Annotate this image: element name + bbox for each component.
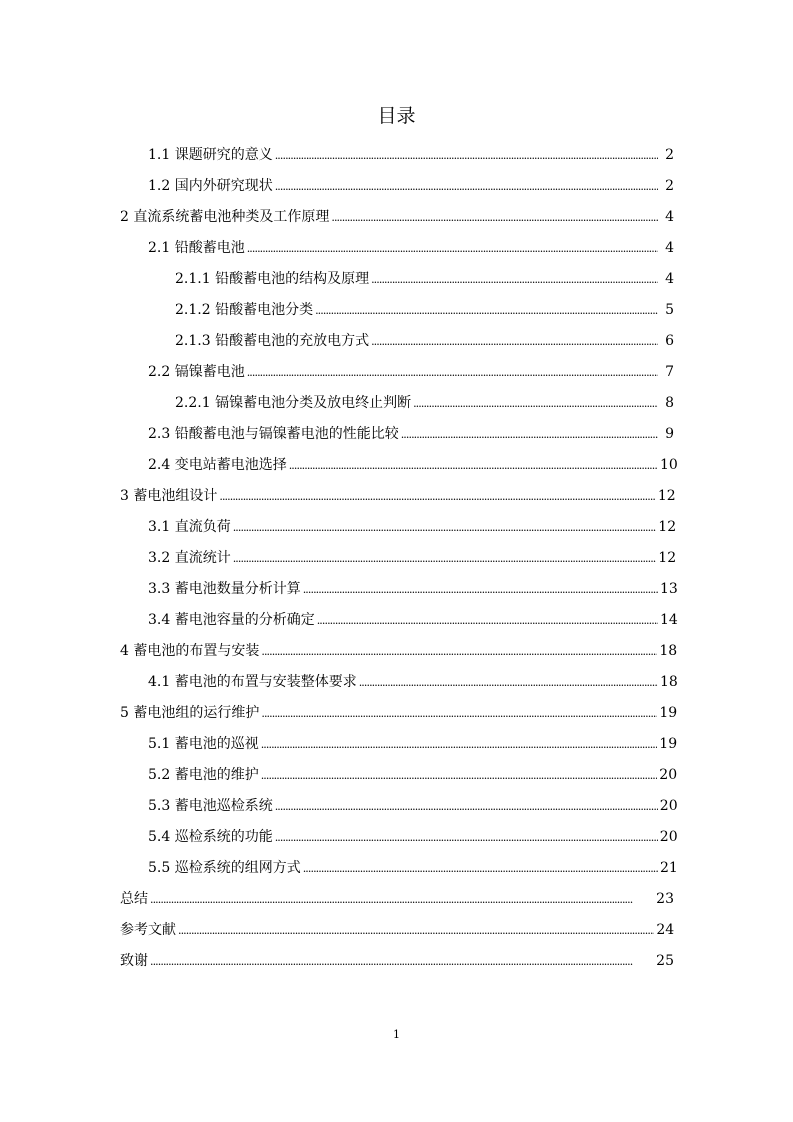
dot-leader <box>275 822 658 853</box>
toc-entry-page: 9 <box>665 426 674 442</box>
page-number: 1 <box>393 1028 400 1041</box>
dot-leader <box>233 543 657 574</box>
toc-entry-label: 直流统计 <box>174 550 231 566</box>
toc-entry-page: 10 <box>660 457 678 473</box>
toc-entry-label: 直流系统蓄电池种类及工作原理 <box>133 209 330 225</box>
toc-entry[interactable] <box>120 791 678 822</box>
toc-entry-number: 2.2.1 <box>175 395 216 411</box>
toc-entry-number: 2.1 <box>148 240 175 256</box>
toc-entry-number: 2 <box>120 209 134 225</box>
toc-entry[interactable] <box>120 946 674 977</box>
toc-entry[interactable] <box>120 450 678 481</box>
dot-leader <box>247 357 658 388</box>
toc-entry-page: 14 <box>660 612 678 628</box>
toc-entry-page: 4 <box>665 240 674 256</box>
toc-entry-page: 6 <box>665 333 674 349</box>
toc-entry-page: 5 <box>665 302 674 318</box>
dot-leader <box>275 791 658 822</box>
toc-entry-label: 蓄电池的布置与安装 <box>133 643 260 659</box>
toc-entry-label: 铅酸蓄电池的结构及原理 <box>215 271 370 287</box>
toc-entry-page: 21 <box>660 860 678 876</box>
toc-entry-label: 巡检系统的功能 <box>174 829 273 845</box>
toc-entry-label: 蓄电池的巡视 <box>174 736 259 752</box>
toc-entry-number: 5.1 <box>148 736 175 752</box>
toc-entry-label: 课题研究的意义 <box>174 147 273 163</box>
dot-leader <box>289 450 658 481</box>
toc-entry-number: 3.3 <box>148 581 175 597</box>
dot-leader <box>371 326 658 357</box>
toc-entry-label: 国内外研究现状 <box>174 178 273 194</box>
toc-entry-number: 3.4 <box>148 612 175 628</box>
dot-leader <box>178 915 654 946</box>
toc-entry[interactable] <box>120 698 678 729</box>
toc-entry[interactable] <box>120 140 674 171</box>
toc-entry-number: 3 <box>120 488 134 504</box>
toc-entry-page: 12 <box>658 519 677 535</box>
toc-entry-number: 3.2 <box>148 550 175 566</box>
toc-entry-page: 25 <box>656 953 674 969</box>
toc-entry-number: 5.2 <box>148 767 175 783</box>
dot-leader <box>359 667 658 698</box>
toc-entry-number: 2.4 <box>148 457 175 473</box>
toc-entry-number: 3.1 <box>148 519 175 535</box>
toc-entry[interactable] <box>120 357 674 388</box>
toc-entry-page: 20 <box>659 829 678 845</box>
toc-entry[interactable] <box>120 295 674 326</box>
toc-entry-number: 5.5 <box>148 860 175 876</box>
toc-entry-number: 2.1.1 <box>175 271 216 287</box>
toc-entry-label: 蓄电池组的运行维护 <box>133 705 260 721</box>
toc-entry-label: 蓄电池容量的分析确定 <box>174 612 315 628</box>
dot-leader <box>247 233 658 264</box>
toc-entry[interactable] <box>120 233 674 264</box>
toc-entry-number: 4 <box>120 643 134 659</box>
dot-leader <box>233 512 657 543</box>
dot-leader <box>261 760 658 791</box>
toc-entry-page: 2 <box>665 147 674 163</box>
toc-entry[interactable] <box>120 760 678 791</box>
toc-entry[interactable] <box>120 667 678 698</box>
toc-entry[interactable] <box>120 543 677 574</box>
dot-leader <box>261 698 657 729</box>
toc-entry[interactable] <box>120 481 674 512</box>
toc-entry-page: 18 <box>660 674 678 690</box>
toc-entry[interactable] <box>120 636 678 667</box>
toc-entry-page: 18 <box>659 643 678 659</box>
toc-entry-number: 5.4 <box>148 829 175 845</box>
toc-entry[interactable] <box>120 574 678 605</box>
dot-leader <box>317 605 658 636</box>
toc-entry-page: 19 <box>659 736 678 752</box>
dot-leader <box>150 884 654 915</box>
toc-entry-page: 4 <box>665 271 674 287</box>
toc-entry-number: 2.2 <box>148 364 175 380</box>
toc-entry-page: 24 <box>656 922 675 938</box>
toc-entry[interactable] <box>120 822 678 853</box>
toc-entry[interactable] <box>120 202 674 233</box>
toc-title: 目录 <box>377 105 416 127</box>
toc-entry[interactable] <box>120 915 674 946</box>
toc-entry-label: 蓄电池的维护 <box>174 767 259 783</box>
toc-entry-label: 蓄电池巡检系统 <box>174 798 273 814</box>
toc-entry[interactable] <box>120 264 674 295</box>
toc-entry-page: 8 <box>665 395 674 411</box>
toc-entry-page: 20 <box>659 798 678 814</box>
toc-entry-number: 2.3 <box>148 426 175 442</box>
toc-entry-page: 13 <box>660 581 678 597</box>
toc-entry-label: 致谢 <box>120 953 148 969</box>
dot-leader <box>401 419 658 450</box>
toc-entry-page: 19 <box>659 705 678 721</box>
toc-entry-label: 镉镍蓄电池 <box>174 364 245 380</box>
toc-entry-number: 4.1 <box>148 674 175 690</box>
toc-entry-number: 5 <box>120 705 134 721</box>
toc-entry-number: 1.1 <box>148 147 175 163</box>
toc-entry-label: 巡检系统的组网方式 <box>174 860 301 876</box>
toc-entry[interactable] <box>120 729 678 760</box>
toc-entry-label: 直流负荷 <box>174 519 231 535</box>
table-of-contents <box>120 140 678 977</box>
toc-entry-page: 2 <box>665 178 674 194</box>
dot-leader <box>275 171 658 202</box>
toc-entry-label: 蓄电池数量分析计算 <box>174 581 301 597</box>
toc-entry-page: 20 <box>659 767 678 783</box>
toc-entry[interactable] <box>120 853 678 884</box>
toc-entry-number: 2.1.3 <box>175 333 216 349</box>
toc-entry-number: 2.1.2 <box>175 302 216 318</box>
toc-entry-page: 12 <box>658 550 677 566</box>
toc-entry-page: 7 <box>665 364 674 380</box>
toc-entry[interactable] <box>120 605 678 636</box>
toc-entry-number: 5.3 <box>148 798 175 814</box>
dot-leader <box>413 388 658 419</box>
toc-entry-page: 12 <box>657 488 676 504</box>
toc-entry-label: 变电站蓄电池选择 <box>174 457 287 473</box>
toc-entry[interactable] <box>120 388 674 419</box>
dot-leader <box>303 853 658 884</box>
dot-leader <box>261 636 657 667</box>
toc-entry[interactable] <box>120 326 674 357</box>
toc-entry[interactable] <box>120 419 674 450</box>
toc-entry-label: 参考文献 <box>120 922 176 938</box>
dot-leader <box>261 729 658 760</box>
toc-entry-page: 23 <box>656 891 674 907</box>
toc-entry-number: 1.2 <box>148 178 175 194</box>
toc-entry-page: 4 <box>665 209 674 225</box>
toc-entry[interactable] <box>120 171 674 202</box>
toc-entry-label: 蓄电池组设计 <box>133 488 218 504</box>
dot-leader <box>315 295 658 326</box>
toc-entry-label: 镉镍蓄电池分类及放电终止判断 <box>215 395 412 411</box>
toc-entry[interactable] <box>120 884 674 915</box>
dot-leader <box>219 481 655 512</box>
toc-entry-label: 蓄电池的布置与安装整体要求 <box>174 674 357 690</box>
dot-leader <box>275 140 658 171</box>
dot-leader <box>150 946 654 977</box>
toc-entry-label: 铅酸蓄电池的充放电方式 <box>215 333 370 349</box>
toc-entry[interactable] <box>120 512 677 543</box>
dot-leader <box>331 202 658 233</box>
toc-entry-label: 铅酸蓄电池分类 <box>215 302 314 318</box>
dot-leader <box>303 574 658 605</box>
toc-entry-label: 铅酸蓄电池 <box>174 240 245 256</box>
toc-entry-label: 铅酸蓄电池与镉镍蓄电池的性能比较 <box>174 426 399 442</box>
toc-entry-label: 总结 <box>120 891 148 907</box>
dot-leader <box>371 264 658 295</box>
